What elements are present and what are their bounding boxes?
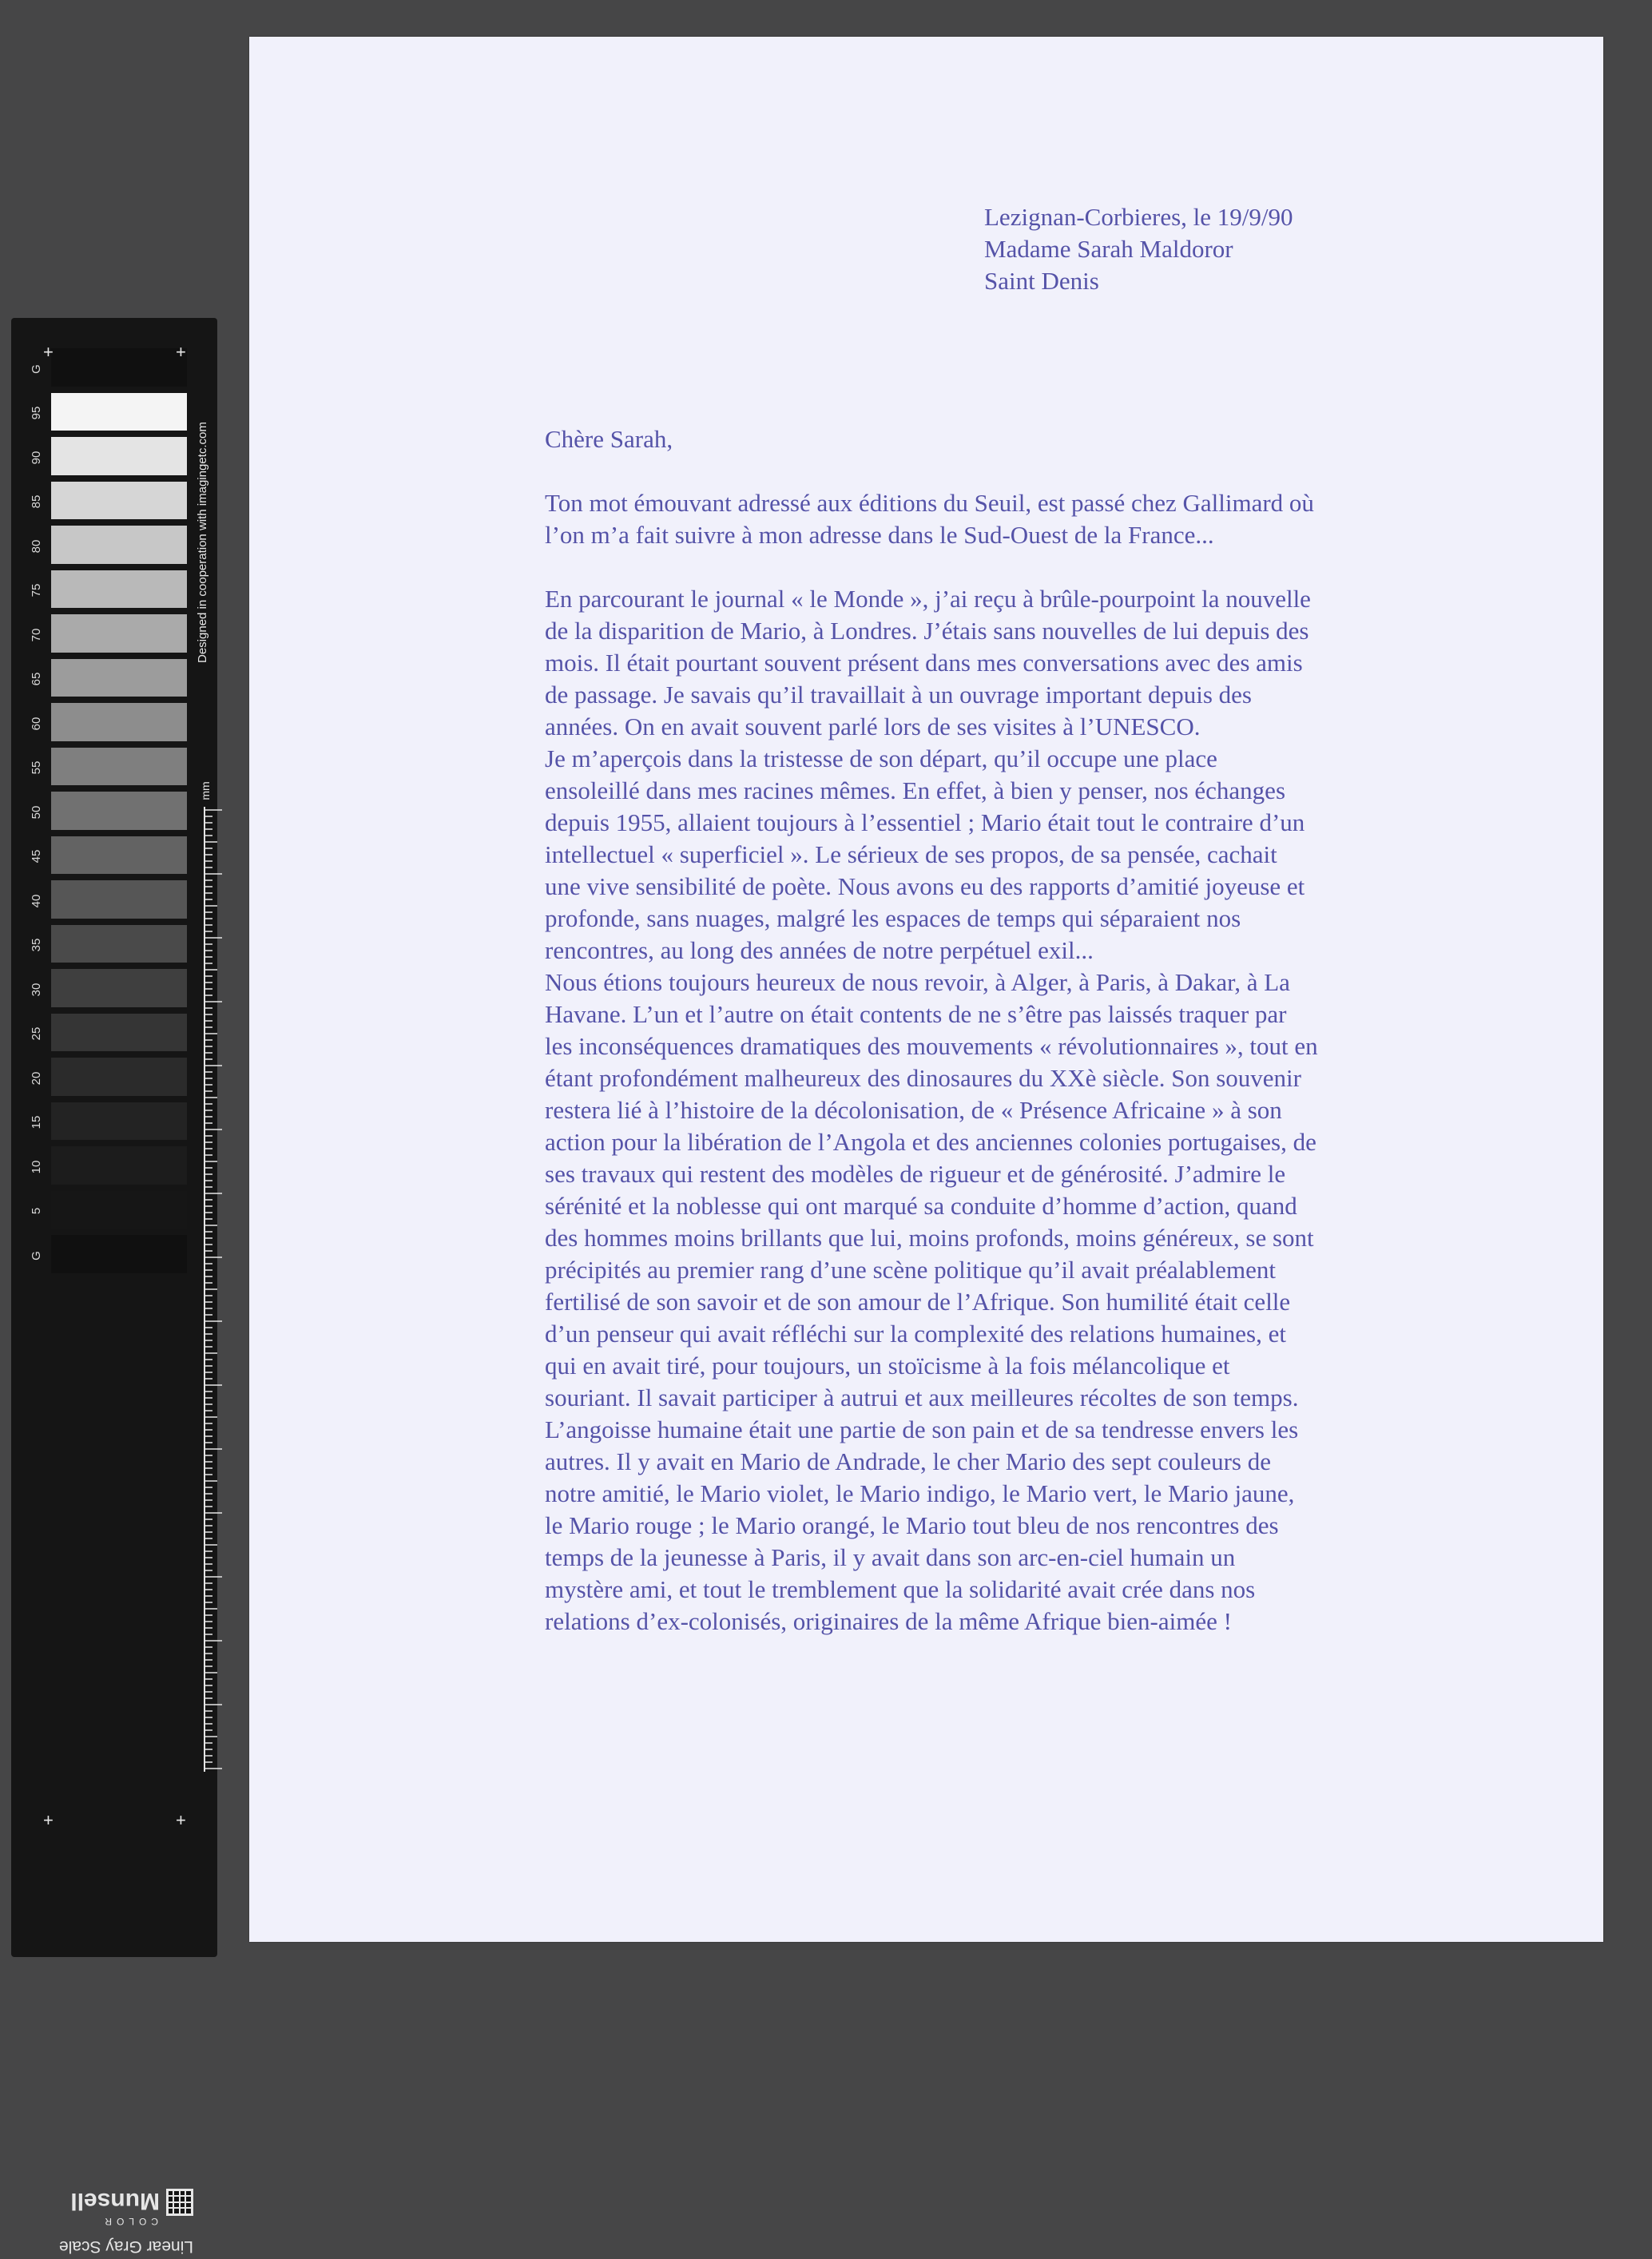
letter-body-line: temps de la jeunesse à Paris, il y avait dans son arc-en-ciel humain un	[545, 1543, 1236, 1571]
letter-body-line: Havane. L’un et l’autre on était contents de ne s’être pas laissés traquer par	[545, 1000, 1287, 1028]
letter-body-line: ses travaux qui restent des modèles de rigueur et de générosité. J’admire le	[545, 1160, 1286, 1188]
munsell-brand	[38, 2170, 198, 2259]
gray-patch-label: 85	[30, 494, 43, 509]
gray-patch-label: G	[30, 363, 43, 374]
mm-ruler	[203, 807, 227, 1772]
letter-body-line: profonde, sans nuages, malgré les espaces de temps qui séparaient nos	[545, 904, 1241, 932]
letter-header	[984, 201, 1293, 297]
letter-place-date: Lezignan-Corbieres, le 19/9/90	[984, 203, 1293, 231]
letter-body-line: une vive sensibilité de poète. Nous avons eu des rapports d’amitié joyeuse et	[545, 872, 1305, 900]
letter-body-line: rencontres, au long des années de notre perpétuel exil...	[545, 936, 1094, 964]
gray-patch	[51, 1102, 187, 1141]
gray-patch-label: 35	[30, 938, 43, 952]
letter-body-line: de la disparition de Mario, à Londres. J’étais sans nouvelles de lui depuis des	[545, 617, 1309, 645]
gray-patch	[51, 526, 187, 564]
letter-body-line: L’angoisse humaine était une partie de son pain et de sa tendresse envers les	[545, 1415, 1299, 1443]
gray-patch-label: 15	[30, 1115, 43, 1130]
letter-body-line: années. On en avait souvent parlé lors de ses visites à l’UNESCO.	[545, 713, 1201, 740]
gray-patch	[51, 1235, 187, 1273]
gray-patch	[51, 880, 187, 919]
paragraph-gap	[545, 551, 1408, 583]
gray-patch-label: 45	[30, 849, 43, 864]
letter-body-line: de passage. Je savais qu’il travaillait à un ouvrage important depuis des	[545, 681, 1252, 709]
letter-body-line: l’on m’a fait suivre à mon adresse dans le Sud-Ouest de la France...	[545, 521, 1214, 549]
letter-body-line: mystère ami, et tout le tremblement que la solidarité avait crée dans nos	[545, 1575, 1256, 1603]
letter-body	[545, 487, 1408, 1638]
letter-sheet	[249, 37, 1603, 1942]
letter-body-line: ensoleillé dans mes racines mêmes. En effet, à bien y penser, nos échanges	[545, 776, 1286, 804]
gray-patch-label: 60	[30, 717, 43, 731]
gray-patch-label: 75	[30, 583, 43, 598]
letter-body-line: d’un penseur qui avait réfléchi sur la complexité des relations humaines, et	[545, 1320, 1286, 1348]
gray-patch-label: 20	[30, 1071, 43, 1086]
scale-title: Linear Gray Scale	[58, 2237, 193, 2256]
munsell-logo-icon	[166, 2189, 193, 2216]
gray-patch	[51, 836, 187, 875]
gray-patch	[51, 393, 187, 431]
card-credit-text: Designed in cooperation with imagingetc.com	[196, 422, 209, 663]
letter-body-line: souriant. Il savait participer à autrui et aux meilleures récoltes de son temps.	[545, 1384, 1299, 1411]
crosshair-mark: +	[43, 342, 54, 362]
letter-body-line: depuis 1955, allaient toujours à l’essentiel ; Mario était tout le contraire d’un	[545, 808, 1305, 836]
gray-patch-label: 30	[30, 983, 43, 997]
gray-scale-card	[11, 318, 217, 2256]
gray-patch	[51, 570, 187, 609]
gray-patch	[51, 482, 187, 520]
letter-body-line: le Mario rouge ; le Mario orangé, le Mario tout bleu de nos rencontres des	[545, 1511, 1279, 1539]
letter-body-line: En parcourant le journal « le Monde », j’ai reçu à brûle-pourpoint la nouvelle	[545, 585, 1311, 613]
gray-patch	[51, 1014, 187, 1052]
gray-patch	[51, 703, 187, 741]
brand-name: Munsell	[70, 2188, 160, 2214]
letter-body-line: autres. Il y avait en Mario de Andrade, le cher Mario des sept couleurs de	[545, 1447, 1272, 1475]
letter-body-line: sérénité et la noblesse qui ont marqué sa conduite d’homme d’action, quand	[545, 1192, 1297, 1220]
letter-body-line: Ton mot émouvant adressé aux éditions du Seuil, est passé chez Gallimard où	[545, 489, 1314, 517]
gray-patch-label: 90	[30, 451, 43, 465]
crosshair-mark: +	[176, 342, 186, 362]
gray-patch-label: 50	[30, 805, 43, 820]
letter-recipient-city: Saint Denis	[984, 267, 1099, 295]
gray-patch	[51, 748, 187, 786]
gray-patch	[51, 659, 187, 697]
gray-patch-label: 55	[30, 760, 43, 775]
crosshair-mark: +	[43, 1810, 54, 1830]
gray-patch	[51, 792, 187, 830]
gray-patch-label: 5	[30, 1208, 43, 1215]
letter-body-line: intellectuel « superficiel ». Le sérieux de ses propos, de sa pensée, cachait	[545, 840, 1277, 868]
gray-patch	[51, 925, 187, 963]
letter-body-line: restera lié à l’histoire de la décolonisation, de « Présence Africaine » à son	[545, 1096, 1282, 1124]
brand-sub: COLOR	[100, 2216, 158, 2227]
letter-body-line: étant profondément malheureux des dinosaures du XXè siècle. Son souvenir	[545, 1064, 1301, 1092]
letter-body-line: Nous étions toujours heureux de nous revoir, à Alger, à Paris, à Dakar, à La	[545, 968, 1290, 996]
letter-body-line: fertilisé de son savoir et de son amour de l’Afrique. Son humilité était celle	[545, 1288, 1291, 1316]
gray-patch-label: 10	[30, 1160, 43, 1174]
gray-patch-label: 40	[30, 894, 43, 908]
letter-body-line: précipités au premier rang d’une scène politique qu’il avait préalablement	[545, 1256, 1276, 1284]
gray-patch-label: 95	[30, 406, 43, 420]
letter-body-line: mois. Il était pourtant souvent présent dans mes conversations avec des amis	[545, 649, 1303, 677]
gray-patch	[51, 437, 187, 475]
letter-body-line: Je m’aperçois dans la tristesse de son départ, qu’il occupe une place	[545, 744, 1217, 772]
ruler-unit-label: mm	[199, 781, 212, 800]
gray-patch	[51, 614, 187, 653]
gray-patch	[51, 969, 187, 1007]
gray-patch-label: G	[30, 1250, 43, 1261]
letter-body-line: des hommes moins brillants que lui, moins profonds, moins généreux, se sont	[545, 1224, 1314, 1252]
gray-patch-label: 70	[30, 628, 43, 642]
letter-body-line: notre amitié, le Mario violet, le Mario indigo, le Mario vert, le Mario jaune,	[545, 1479, 1295, 1507]
crosshair-mark: +	[176, 1810, 186, 1830]
letter-body-line: relations d’ex-colonisés, originaires de la même Afrique bien-aimée !	[545, 1607, 1232, 1635]
letter-body-line: qui en avait tiré, pour toujours, un stoïcisme à la fois mélancolique et	[545, 1352, 1230, 1380]
gray-patch	[51, 1191, 187, 1229]
gray-patch	[51, 1146, 187, 1185]
gray-patch-label: 80	[30, 539, 43, 554]
gray-patch-label: 65	[30, 672, 43, 686]
gray-patch-label: 25	[30, 1026, 43, 1041]
letter-salutation: Chère Sarah,	[545, 425, 673, 453]
gray-patch	[51, 348, 187, 387]
letter-recipient: Madame Sarah Maldoror	[984, 235, 1233, 263]
letter-body-line: action pour la libération de l’Angola et des anciennes colonies portugaises, de	[545, 1128, 1316, 1156]
letter-body-line: les inconséquences dramatiques des mouvements « révolutionnaires », tout en	[545, 1032, 1318, 1060]
gray-patch	[51, 1058, 187, 1096]
